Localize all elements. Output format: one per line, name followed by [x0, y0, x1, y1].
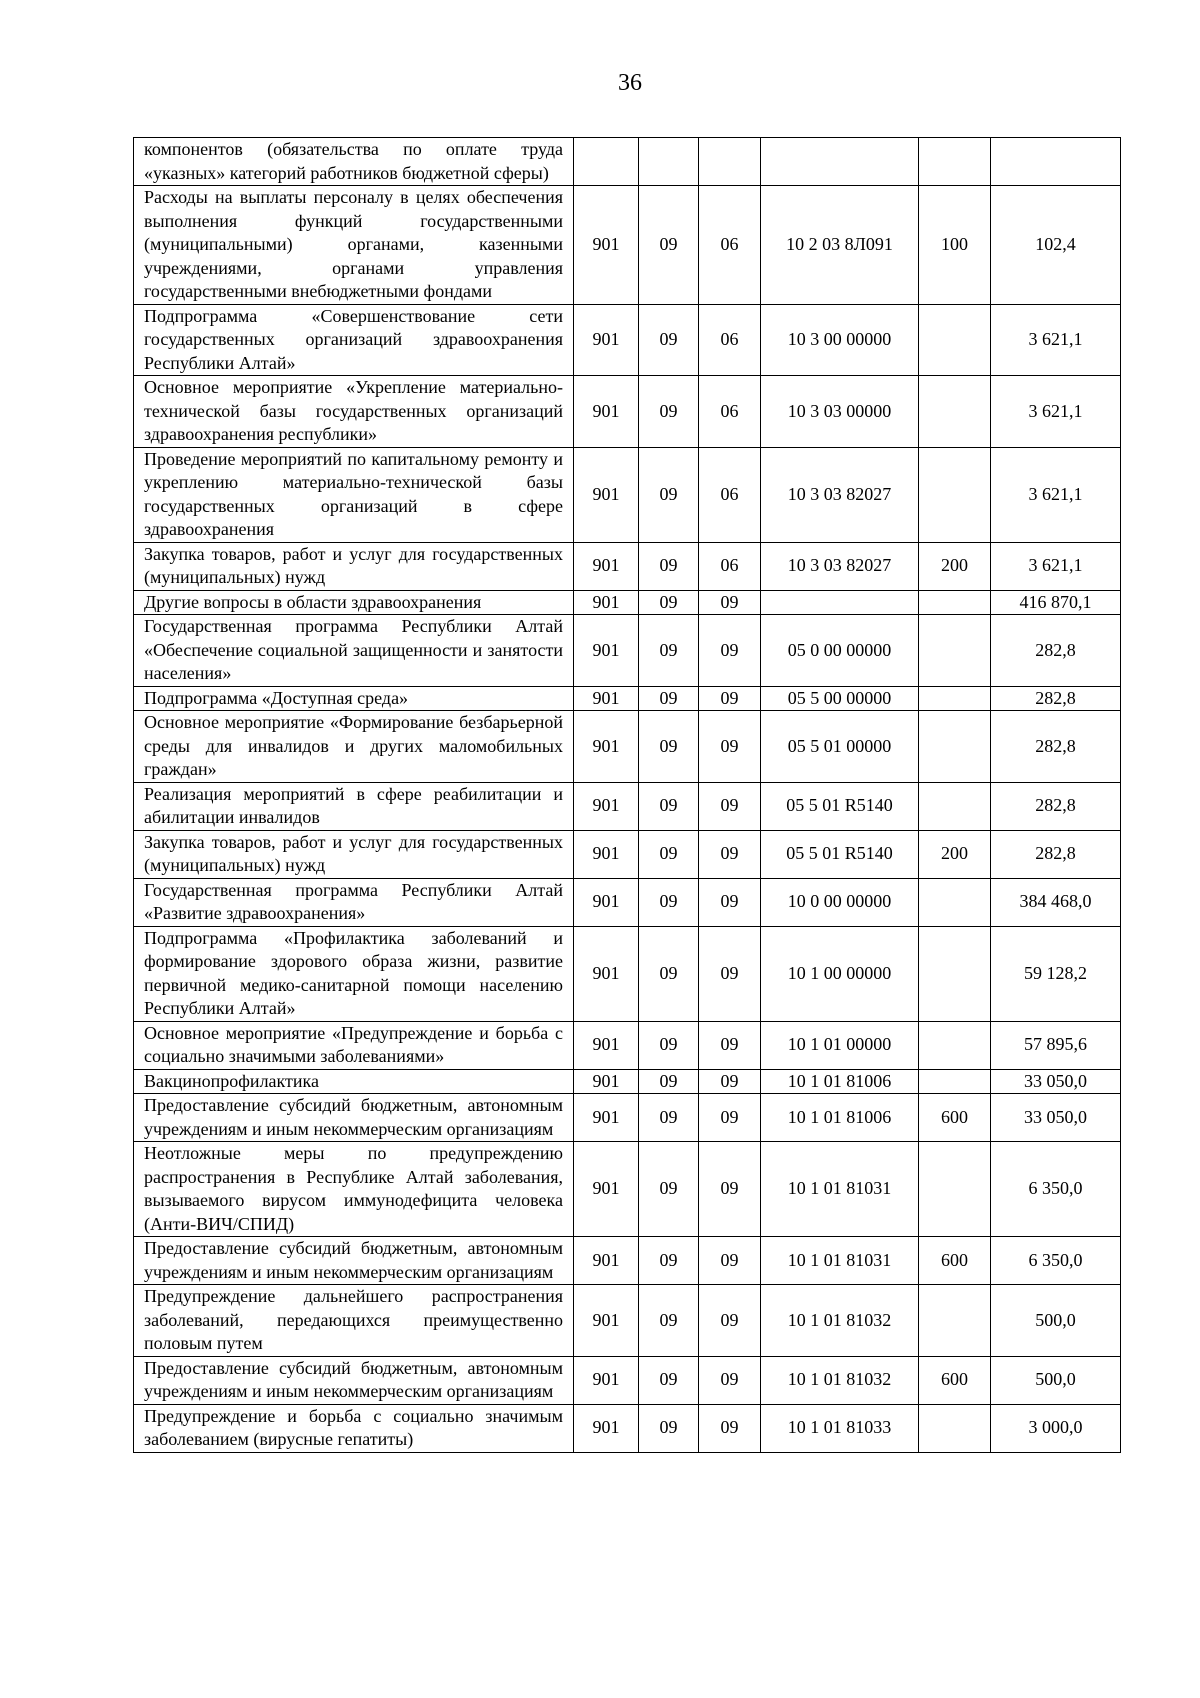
table-row — [134, 376, 1121, 448]
row-sum-cell: 500,0 — [991, 1285, 1121, 1357]
row-pr-cell: 06 — [699, 447, 761, 542]
row-sum-cell: 59 128,2 — [991, 926, 1121, 1021]
row-sum-cell: 384 468,0 — [991, 878, 1121, 926]
row-vr-cell — [919, 1404, 991, 1452]
row-pr-cell: 09 — [699, 1237, 761, 1285]
table-row — [134, 1094, 1121, 1142]
row-rz-cell: 09 — [639, 304, 699, 376]
row-vr-cell — [919, 1069, 991, 1094]
row-csr-cell: 10 1 01 81033 — [761, 1404, 919, 1452]
row-name-cell: Подпрограмма «Доступная среда» — [134, 686, 574, 711]
row-rz-cell: 09 — [639, 1356, 699, 1404]
row-rz-cell: 09 — [639, 1069, 699, 1094]
table-row — [134, 447, 1121, 542]
row-sum-cell: 3 621,1 — [991, 304, 1121, 376]
row-ved-cell: 901 — [574, 1356, 639, 1404]
row-csr-cell: 05 0 00 00000 — [761, 615, 919, 687]
table-row — [134, 1142, 1121, 1237]
row-rz-cell: 09 — [639, 1404, 699, 1452]
row-pr-cell: 09 — [699, 830, 761, 878]
row-sum-cell: 282,8 — [991, 782, 1121, 830]
row-sum-cell: 282,8 — [991, 615, 1121, 687]
row-name-cell: Подпрограмма «Профилактика заболеваний и формирование здорового образа жизни, развитие первичной медико-санитарной помощи населению Республики Алтай» — [134, 926, 574, 1021]
row-ved-cell: 901 — [574, 1237, 639, 1285]
row-ved-cell: 901 — [574, 782, 639, 830]
row-rz-cell: 09 — [639, 1237, 699, 1285]
row-pr-cell: 09 — [699, 1285, 761, 1357]
row-ved-cell: 901 — [574, 1094, 639, 1142]
row-ved-cell: 901 — [574, 615, 639, 687]
table-row — [134, 590, 1121, 615]
row-pr-cell: 09 — [699, 1021, 761, 1069]
row-csr-cell: 10 0 00 00000 — [761, 878, 919, 926]
row-name-cell: Проведение мероприятий по капитальному ремонту и укреплению материально-технической базы государственных организаций в сфере здравоохранения — [134, 447, 574, 542]
row-sum-cell: 282,8 — [991, 686, 1121, 711]
row-vr-cell — [919, 304, 991, 376]
row-name-cell: Расходы на выплаты персоналу в целях обеспечения выполнения функций государственными (муниципальными) органами, казенными учреждениями, органами управления государственными внебюджетными фондами — [134, 186, 574, 305]
row-csr-cell: 10 2 03 8Л091 — [761, 186, 919, 305]
row-vr-cell — [919, 782, 991, 830]
row-vr-cell — [919, 878, 991, 926]
table-row — [134, 186, 1121, 305]
row-pr-cell: 06 — [699, 186, 761, 305]
row-rz-cell: 09 — [639, 1285, 699, 1357]
row-name-cell: Реализация мероприятий в сфере реабилитации и абилитации инвалидов — [134, 782, 574, 830]
row-vr-cell: 600 — [919, 1094, 991, 1142]
row-csr-cell: 10 1 01 81006 — [761, 1069, 919, 1094]
row-pr-cell: 09 — [699, 1356, 761, 1404]
row-csr-cell: 10 1 01 81031 — [761, 1142, 919, 1237]
row-rz-cell: 09 — [639, 711, 699, 783]
table-row — [134, 878, 1121, 926]
row-ved-cell: 901 — [574, 711, 639, 783]
table-row — [134, 615, 1121, 687]
row-rz-cell: 09 — [639, 376, 699, 448]
row-name-cell: Предоставление субсидий бюджетным, автономным учреждениям и иным некоммерческим организациям — [134, 1356, 574, 1404]
row-vr-cell — [919, 376, 991, 448]
row-pr-cell — [699, 138, 761, 186]
row-sum-cell: 282,8 — [991, 711, 1121, 783]
row-sum-cell: 3 000,0 — [991, 1404, 1121, 1452]
table-row — [134, 782, 1121, 830]
row-vr-cell — [919, 138, 991, 186]
row-rz-cell: 09 — [639, 686, 699, 711]
row-vr-cell: 200 — [919, 830, 991, 878]
row-csr-cell: 10 1 00 00000 — [761, 926, 919, 1021]
budget-table — [133, 137, 1121, 1453]
row-csr-cell: 10 1 01 81006 — [761, 1094, 919, 1142]
row-ved-cell: 901 — [574, 542, 639, 590]
row-csr-cell: 10 1 01 81031 — [761, 1237, 919, 1285]
row-rz-cell: 09 — [639, 186, 699, 305]
table-row — [134, 926, 1121, 1021]
table-row — [134, 1404, 1121, 1452]
row-ved-cell: 901 — [574, 376, 639, 448]
row-vr-cell: 600 — [919, 1356, 991, 1404]
row-sum-cell: 500,0 — [991, 1356, 1121, 1404]
row-name-cell: Неотложные меры по предупреждению распространения в Республике Алтай заболевания, вызываемого вирусом иммунодефицита человека (Анти-ВИЧ/СПИД) — [134, 1142, 574, 1237]
row-vr-cell — [919, 1021, 991, 1069]
row-ved-cell: 901 — [574, 590, 639, 615]
row-name-cell: компонентов (обязательства по оплате труда «указных» категорий работников бюджетной сферы) — [134, 138, 574, 186]
row-ved-cell: 901 — [574, 830, 639, 878]
row-rz-cell: 09 — [639, 447, 699, 542]
row-sum-cell: 102,4 — [991, 186, 1121, 305]
row-csr-cell: 05 5 01 00000 — [761, 711, 919, 783]
row-csr-cell: 05 5 00 00000 — [761, 686, 919, 711]
row-rz-cell: 09 — [639, 878, 699, 926]
row-pr-cell: 09 — [699, 1094, 761, 1142]
row-rz-cell: 09 — [639, 590, 699, 615]
row-sum-cell: 57 895,6 — [991, 1021, 1121, 1069]
row-sum-cell: 416 870,1 — [991, 590, 1121, 615]
row-pr-cell: 09 — [699, 1069, 761, 1094]
table-row — [134, 1237, 1121, 1285]
row-pr-cell: 09 — [699, 878, 761, 926]
row-vr-cell: 200 — [919, 542, 991, 590]
row-sum-cell: 3 621,1 — [991, 447, 1121, 542]
row-name-cell: Предоставление субсидий бюджетным, автономным учреждениям и иным некоммерческим организациям — [134, 1094, 574, 1142]
row-csr-cell: 10 3 00 00000 — [761, 304, 919, 376]
row-vr-cell — [919, 926, 991, 1021]
row-pr-cell: 09 — [699, 1404, 761, 1452]
row-ved-cell: 901 — [574, 686, 639, 711]
row-ved-cell: 901 — [574, 1069, 639, 1094]
row-vr-cell — [919, 711, 991, 783]
row-csr-cell: 10 1 01 81032 — [761, 1285, 919, 1357]
row-ved-cell: 901 — [574, 1404, 639, 1452]
row-ved-cell: 901 — [574, 1285, 639, 1357]
row-ved-cell: 901 — [574, 186, 639, 305]
row-csr-cell: 05 5 01 R5140 — [761, 830, 919, 878]
row-rz-cell: 09 — [639, 615, 699, 687]
row-sum-cell: 3 621,1 — [991, 542, 1121, 590]
row-ved-cell — [574, 138, 639, 186]
row-ved-cell: 901 — [574, 304, 639, 376]
row-vr-cell — [919, 1142, 991, 1237]
row-rz-cell: 09 — [639, 926, 699, 1021]
table-row — [134, 1285, 1121, 1357]
table-row — [134, 1356, 1121, 1404]
row-sum-cell: 282,8 — [991, 830, 1121, 878]
table-row — [134, 138, 1121, 186]
row-name-cell: Предупреждение и борьба с социально значимым заболеванием (вирусные гепатиты) — [134, 1404, 574, 1452]
row-ved-cell: 901 — [574, 1142, 639, 1237]
row-ved-cell: 901 — [574, 878, 639, 926]
row-name-cell: Закупка товаров, работ и услуг для государственных (муниципальных) нужд — [134, 542, 574, 590]
row-name-cell: Основное мероприятие «Укрепление материально-технической базы государственных организаций здравоохранения республики» — [134, 376, 574, 448]
row-pr-cell: 09 — [699, 615, 761, 687]
row-csr-cell: 10 1 01 00000 — [761, 1021, 919, 1069]
row-rz-cell: 09 — [639, 1021, 699, 1069]
row-sum-cell: 6 350,0 — [991, 1142, 1121, 1237]
row-csr-cell: 10 3 03 82027 — [761, 447, 919, 542]
row-name-cell: Предоставление субсидий бюджетным, автономным учреждениям и иным некоммерческим организациям — [134, 1237, 574, 1285]
row-pr-cell: 06 — [699, 376, 761, 448]
row-name-cell: Подпрограмма «Совершенствование сети государственных организаций здравоохранения Республики Алтай» — [134, 304, 574, 376]
row-pr-cell: 09 — [699, 926, 761, 1021]
table-body — [134, 138, 1121, 1453]
row-name-cell: Государственная программа Республики Алтай «Обеспечение социальной защищенности и занятости населения» — [134, 615, 574, 687]
row-csr-cell — [761, 138, 919, 186]
page-number: 36 — [618, 70, 642, 96]
row-name-cell: Предупреждение дальнейшего распространения заболеваний, передающихся преимущественно половым путем — [134, 1285, 574, 1357]
row-csr-cell: 10 3 03 00000 — [761, 376, 919, 448]
row-vr-cell — [919, 447, 991, 542]
row-pr-cell: 09 — [699, 1142, 761, 1237]
row-sum-cell: 33 050,0 — [991, 1069, 1121, 1094]
row-vr-cell: 600 — [919, 1237, 991, 1285]
row-name-cell: Закупка товаров, работ и услуг для государственных (муниципальных) нужд — [134, 830, 574, 878]
row-sum-cell: 6 350,0 — [991, 1237, 1121, 1285]
table-row — [134, 542, 1121, 590]
row-pr-cell: 09 — [699, 590, 761, 615]
row-ved-cell: 901 — [574, 926, 639, 1021]
row-csr-cell — [761, 590, 919, 615]
row-vr-cell — [919, 686, 991, 711]
row-vr-cell: 100 — [919, 186, 991, 305]
row-rz-cell: 09 — [639, 1142, 699, 1237]
table-row — [134, 304, 1121, 376]
row-name-cell: Основное мероприятие «Предупреждение и борьба с социально значимыми заболеваниями» — [134, 1021, 574, 1069]
row-rz-cell — [639, 138, 699, 186]
row-vr-cell — [919, 590, 991, 615]
row-sum-cell: 3 621,1 — [991, 376, 1121, 448]
table-row — [134, 711, 1121, 783]
row-rz-cell: 09 — [639, 542, 699, 590]
row-csr-cell: 10 3 03 82027 — [761, 542, 919, 590]
row-pr-cell: 09 — [699, 686, 761, 711]
table-row — [134, 830, 1121, 878]
row-name-cell: Основное мероприятие «Формирование безбарьерной среды для инвалидов и других маломобильных граждан» — [134, 711, 574, 783]
row-name-cell: Государственная программа Республики Алтай «Развитие здравоохранения» — [134, 878, 574, 926]
row-name-cell: Другие вопросы в области здравоохранения — [134, 590, 574, 615]
row-sum-cell: 33 050,0 — [991, 1094, 1121, 1142]
table-row — [134, 1069, 1121, 1094]
row-ved-cell: 901 — [574, 1021, 639, 1069]
row-rz-cell: 09 — [639, 1094, 699, 1142]
table-row — [134, 686, 1121, 711]
row-ved-cell: 901 — [574, 447, 639, 542]
row-vr-cell — [919, 615, 991, 687]
row-rz-cell: 09 — [639, 782, 699, 830]
row-pr-cell: 09 — [699, 782, 761, 830]
row-csr-cell: 05 5 01 R5140 — [761, 782, 919, 830]
row-sum-cell — [991, 138, 1121, 186]
row-rz-cell: 09 — [639, 830, 699, 878]
row-name-cell: Вакцинопрофилактика — [134, 1069, 574, 1094]
table-row — [134, 1021, 1121, 1069]
row-vr-cell — [919, 1285, 991, 1357]
row-pr-cell: 09 — [699, 711, 761, 783]
row-pr-cell: 06 — [699, 542, 761, 590]
row-csr-cell: 10 1 01 81032 — [761, 1356, 919, 1404]
row-pr-cell: 06 — [699, 304, 761, 376]
